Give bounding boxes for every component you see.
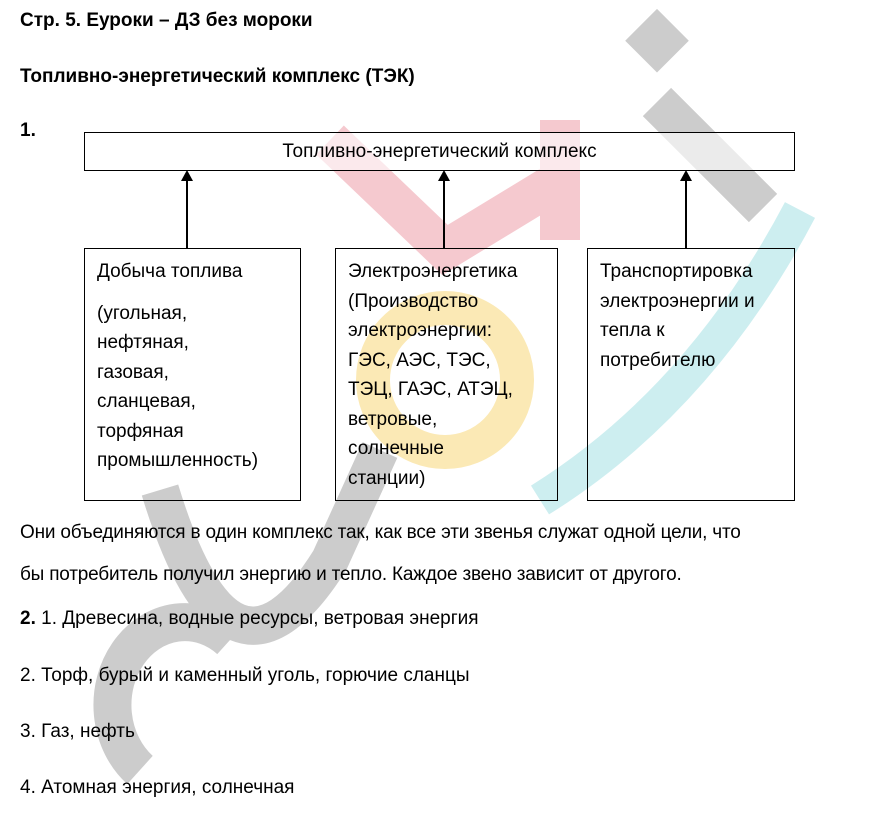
task-2-number: 2. — [20, 608, 36, 629]
box-line: солнечные — [348, 438, 444, 459]
box-title: Транспортировка — [600, 261, 753, 282]
arrow-up-icon — [443, 180, 445, 248]
box-line: (Производство — [348, 290, 479, 312]
answer-text: 1. Древесина, водные ресурсы, ветровая энергия — [41, 608, 479, 629]
paragraph-line: Они объединяются в один комплекс так, как все эти звенья служат одной цели, что — [20, 522, 741, 543]
box-title: Добыча топлива — [97, 261, 243, 282]
task-2-item: 4. Атомная энергия, солнечная — [20, 777, 295, 798]
diagram-box-electric-power — [335, 248, 558, 501]
paragraph-line: бы потребитель получил энергию и тепло. Каждое звено зависит от другого. — [20, 564, 682, 585]
diagram-top-box: Топливно-энергетический комплекс — [84, 132, 795, 171]
section-title: Топливно-энергетический комплекс (ТЭК) — [20, 66, 415, 87]
task-2-item: 3. Газ, нефть — [20, 721, 135, 742]
arrow-up-icon — [685, 180, 687, 248]
task-2-item — [20, 608, 479, 630]
box-line: станции) — [348, 467, 426, 489]
page-title: Стр. 5. Еуроки – ДЗ без мороки — [20, 10, 313, 31]
box-line: нефтяная, — [97, 332, 189, 353]
task-1-number: 1. — [20, 120, 36, 141]
explanation-paragraph — [20, 512, 889, 596]
diagram-box-transport — [587, 248, 795, 501]
box-line: промышленность) — [97, 450, 259, 471]
box-line: потребителю — [600, 349, 716, 371]
box-line: тепла к — [600, 320, 665, 341]
box-line: торфяная — [97, 420, 184, 442]
box-line: (угольная, — [97, 302, 188, 324]
box-line: ТЭЦ, ГАЭС, АТЭЦ, — [348, 379, 513, 400]
box-line: электроэнергии и — [600, 290, 755, 312]
box-line: газовая, — [97, 361, 169, 383]
arrow-up-icon — [186, 180, 188, 248]
box-line: ветровые, — [348, 408, 438, 430]
diagram-box-fuel-extraction — [84, 248, 301, 501]
box-title: Электроэнергетика — [348, 261, 518, 282]
box-line: электроэнергии: — [348, 320, 493, 341]
box-line: сланцевая, — [97, 391, 196, 412]
box-line: ГЭС, АЭС, ТЭС, — [348, 349, 491, 371]
task-2-item: 2. Торф, бурый и каменный уголь, горючие сланцы — [20, 665, 470, 686]
